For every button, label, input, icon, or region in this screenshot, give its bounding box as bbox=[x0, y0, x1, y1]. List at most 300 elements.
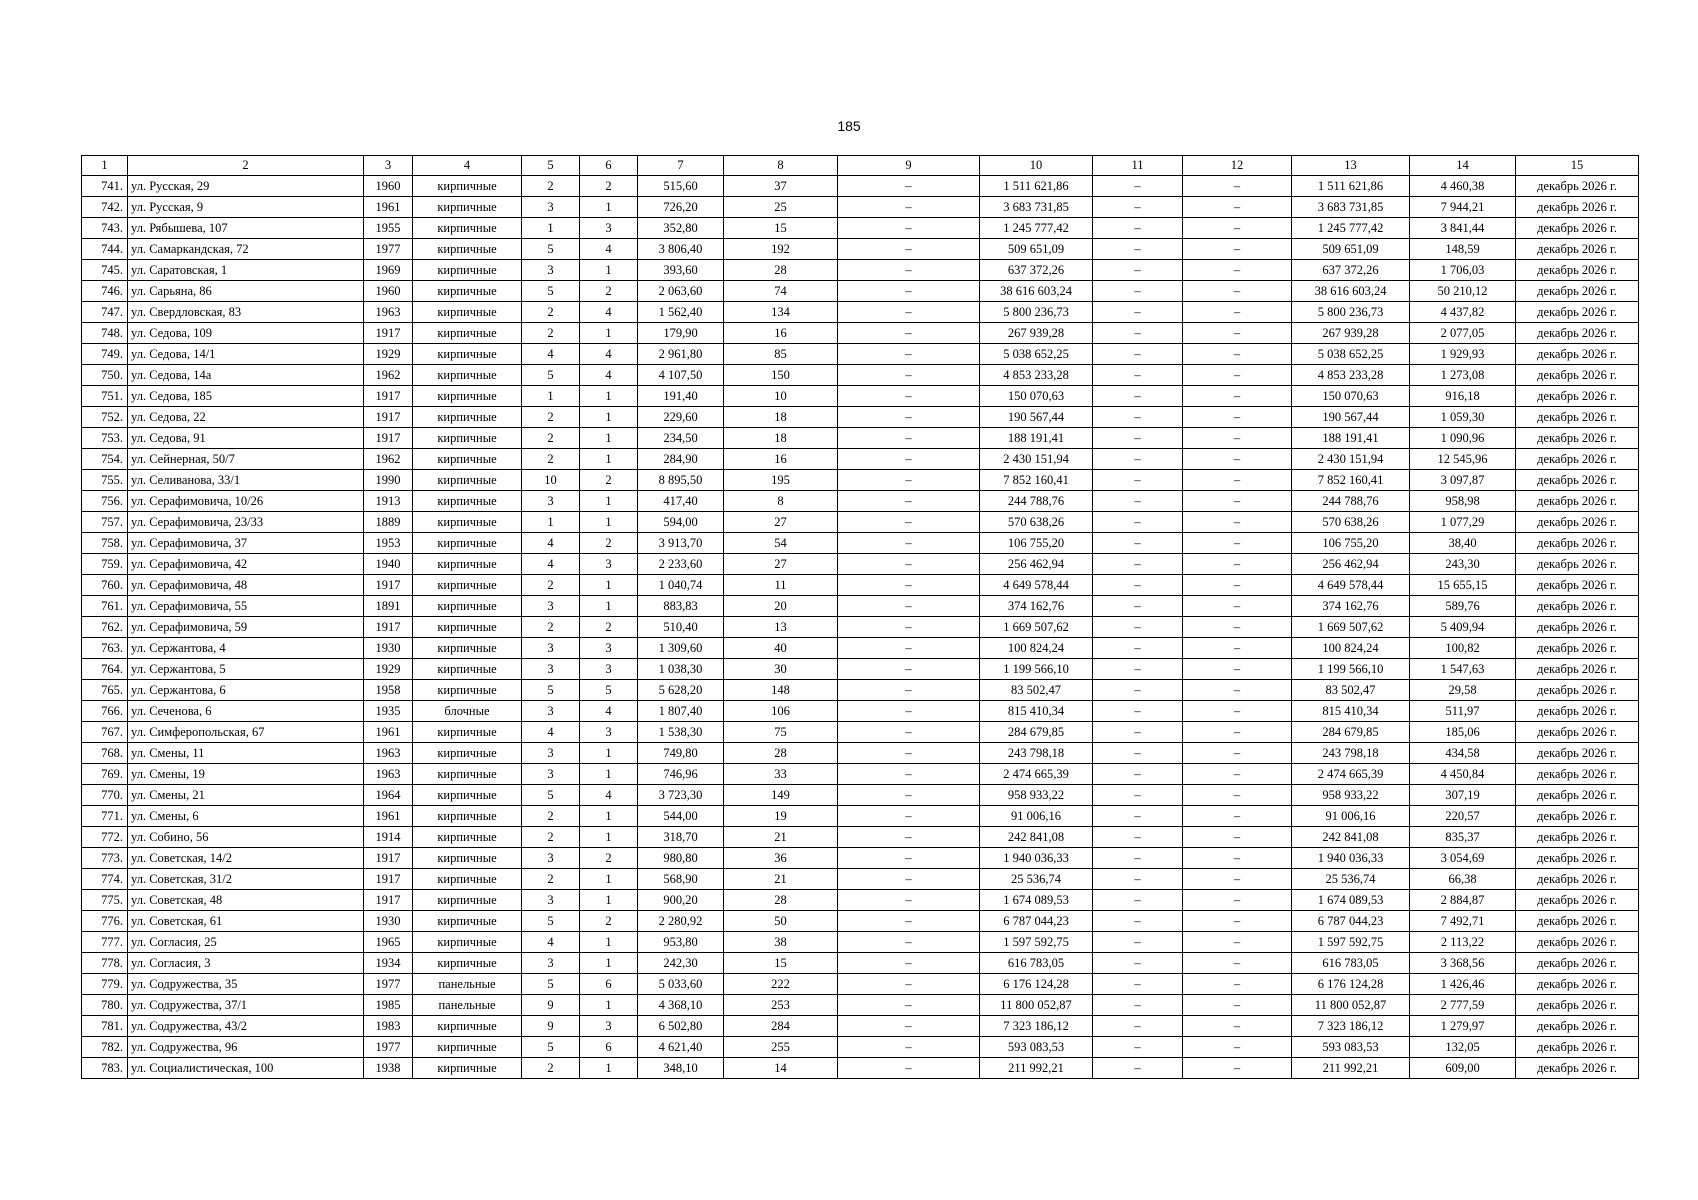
address-cell: ул. Серафимовича, 55 bbox=[128, 596, 364, 617]
row-number-cell: 768. bbox=[82, 743, 128, 764]
cost-per-unit-cell: 434,58 bbox=[1410, 743, 1516, 764]
deadline-cell: декабрь 2026 г. bbox=[1516, 260, 1639, 281]
build-year-cell: 1917 bbox=[364, 890, 413, 911]
row-number-cell: 756. bbox=[82, 491, 128, 512]
table-row bbox=[82, 659, 1639, 680]
table-row bbox=[82, 533, 1639, 554]
cost-per-unit-cell: 4 437,82 bbox=[1410, 302, 1516, 323]
residents-cell: 192 bbox=[724, 239, 838, 260]
cost-col-13-cell: 244 788,76 bbox=[1292, 491, 1410, 512]
build-year-cell: 1985 bbox=[364, 995, 413, 1016]
cost-col-9-cell: – bbox=[838, 722, 980, 743]
residents-cell: 33 bbox=[724, 764, 838, 785]
cost-col-9-cell: – bbox=[838, 785, 980, 806]
cost-col-13-cell: 958 933,22 bbox=[1292, 785, 1410, 806]
total-cost-cell: 83 502,47 bbox=[980, 680, 1093, 701]
floors-cell: 9 bbox=[522, 995, 580, 1016]
build-year-cell: 1963 bbox=[364, 743, 413, 764]
entrances-cell: 1 bbox=[580, 491, 638, 512]
area-cell: 3 723,30 bbox=[638, 785, 724, 806]
build-year-cell: 1962 bbox=[364, 449, 413, 470]
row-number-cell: 749. bbox=[82, 344, 128, 365]
floors-cell: 2 bbox=[522, 449, 580, 470]
address-cell: ул. Серафимовича, 59 bbox=[128, 617, 364, 638]
wall-material-cell: панельные bbox=[413, 974, 522, 995]
deadline-cell: декабрь 2026 г. bbox=[1516, 575, 1639, 596]
cost-col-9-cell: – bbox=[838, 470, 980, 491]
cost-col-12-cell: – bbox=[1183, 1016, 1292, 1037]
cost-col-12-cell: – bbox=[1183, 869, 1292, 890]
wall-material-cell: кирпичные bbox=[413, 533, 522, 554]
residents-cell: 134 bbox=[724, 302, 838, 323]
residents-cell: 20 bbox=[724, 596, 838, 617]
column-header: 13 bbox=[1292, 156, 1410, 176]
cost-col-11-cell: – bbox=[1093, 239, 1183, 260]
residents-cell: 16 bbox=[724, 323, 838, 344]
deadline-cell: декабрь 2026 г. bbox=[1516, 218, 1639, 239]
deadline-cell: декабрь 2026 г. bbox=[1516, 407, 1639, 428]
build-year-cell: 1917 bbox=[364, 407, 413, 428]
cost-col-9-cell: – bbox=[838, 302, 980, 323]
area-cell: 1 538,30 bbox=[638, 722, 724, 743]
deadline-cell: декабрь 2026 г. bbox=[1516, 302, 1639, 323]
row-number-cell: 777. bbox=[82, 932, 128, 953]
entrances-cell: 1 bbox=[580, 1058, 638, 1079]
address-cell: ул. Сейнерная, 50/7 bbox=[128, 449, 364, 470]
deadline-cell: декабрь 2026 г. bbox=[1516, 974, 1639, 995]
deadline-cell: декабрь 2026 г. bbox=[1516, 806, 1639, 827]
build-year-cell: 1961 bbox=[364, 806, 413, 827]
floors-cell: 3 bbox=[522, 890, 580, 911]
cost-col-11-cell: – bbox=[1093, 638, 1183, 659]
deadline-cell: декабрь 2026 г. bbox=[1516, 995, 1639, 1016]
area-cell: 234,50 bbox=[638, 428, 724, 449]
wall-material-cell: кирпичные bbox=[413, 302, 522, 323]
wall-material-cell: кирпичные bbox=[413, 848, 522, 869]
row-number-cell: 754. bbox=[82, 449, 128, 470]
residents-cell: 30 bbox=[724, 659, 838, 680]
floors-cell: 3 bbox=[522, 596, 580, 617]
cost-per-unit-cell: 1 077,29 bbox=[1410, 512, 1516, 533]
cost-col-9-cell: – bbox=[838, 743, 980, 764]
cost-col-11-cell: – bbox=[1093, 764, 1183, 785]
area-cell: 229,60 bbox=[638, 407, 724, 428]
build-year-cell: 1958 bbox=[364, 680, 413, 701]
deadline-cell: декабрь 2026 г. bbox=[1516, 554, 1639, 575]
row-number-cell: 771. bbox=[82, 806, 128, 827]
floors-cell: 2 bbox=[522, 428, 580, 449]
build-year-cell: 1930 bbox=[364, 911, 413, 932]
wall-material-cell: кирпичные bbox=[413, 449, 522, 470]
cost-col-12-cell: – bbox=[1183, 1058, 1292, 1079]
address-cell: ул. Содружества, 43/2 bbox=[128, 1016, 364, 1037]
residents-cell: 37 bbox=[724, 176, 838, 197]
build-year-cell: 1935 bbox=[364, 701, 413, 722]
residents-cell: 50 bbox=[724, 911, 838, 932]
table-row bbox=[82, 1016, 1639, 1037]
entrances-cell: 1 bbox=[580, 827, 638, 848]
wall-material-cell: кирпичные bbox=[413, 722, 522, 743]
address-cell: ул. Смены, 21 bbox=[128, 785, 364, 806]
cost-col-11-cell: – bbox=[1093, 806, 1183, 827]
floors-cell: 1 bbox=[522, 218, 580, 239]
cost-col-12-cell: – bbox=[1183, 638, 1292, 659]
cost-per-unit-cell: 66,38 bbox=[1410, 869, 1516, 890]
build-year-cell: 1929 bbox=[364, 344, 413, 365]
total-cost-cell: 815 410,34 bbox=[980, 701, 1093, 722]
column-header: 4 bbox=[413, 156, 522, 176]
cost-col-12-cell: – bbox=[1183, 617, 1292, 638]
row-number-cell: 782. bbox=[82, 1037, 128, 1058]
cost-col-12-cell: – bbox=[1183, 197, 1292, 218]
cost-col-12-cell: – bbox=[1183, 764, 1292, 785]
total-cost-cell: 6 787 044,23 bbox=[980, 911, 1093, 932]
column-header: 6 bbox=[580, 156, 638, 176]
cost-col-12-cell: – bbox=[1183, 302, 1292, 323]
deadline-cell: декабрь 2026 г. bbox=[1516, 764, 1639, 785]
wall-material-cell: кирпичные bbox=[413, 1037, 522, 1058]
area-cell: 900,20 bbox=[638, 890, 724, 911]
row-number-cell: 755. bbox=[82, 470, 128, 491]
total-cost-cell: 284 679,85 bbox=[980, 722, 1093, 743]
row-number-cell: 772. bbox=[82, 827, 128, 848]
wall-material-cell: кирпичные bbox=[413, 554, 522, 575]
table-row bbox=[82, 890, 1639, 911]
cost-col-11-cell: – bbox=[1093, 176, 1183, 197]
cost-col-9-cell: – bbox=[838, 701, 980, 722]
row-number-cell: 779. bbox=[82, 974, 128, 995]
deadline-cell: декабрь 2026 г. bbox=[1516, 911, 1639, 932]
floors-cell: 2 bbox=[522, 176, 580, 197]
row-number-cell: 769. bbox=[82, 764, 128, 785]
deadline-cell: декабрь 2026 г. bbox=[1516, 386, 1639, 407]
table-row bbox=[82, 848, 1639, 869]
wall-material-cell: кирпичные bbox=[413, 176, 522, 197]
total-cost-cell: 2 474 665,39 bbox=[980, 764, 1093, 785]
floors-cell: 3 bbox=[522, 260, 580, 281]
cost-col-12-cell: – bbox=[1183, 848, 1292, 869]
entrances-cell: 3 bbox=[580, 1016, 638, 1037]
cost-col-13-cell: 4 649 578,44 bbox=[1292, 575, 1410, 596]
row-number-cell: 751. bbox=[82, 386, 128, 407]
wall-material-cell: кирпичные bbox=[413, 323, 522, 344]
column-number-row bbox=[82, 156, 1639, 176]
cost-col-13-cell: 242 841,08 bbox=[1292, 827, 1410, 848]
cost-col-13-cell: 2 430 151,94 bbox=[1292, 449, 1410, 470]
deadline-cell: декабрь 2026 г. bbox=[1516, 743, 1639, 764]
cost-col-11-cell: – bbox=[1093, 1037, 1183, 1058]
cost-per-unit-cell: 1 426,46 bbox=[1410, 974, 1516, 995]
total-cost-cell: 374 162,76 bbox=[980, 596, 1093, 617]
column-header: 10 bbox=[980, 156, 1093, 176]
cost-col-12-cell: – bbox=[1183, 281, 1292, 302]
cost-col-12-cell: – bbox=[1183, 680, 1292, 701]
entrances-cell: 1 bbox=[580, 323, 638, 344]
deadline-cell: декабрь 2026 г. bbox=[1516, 365, 1639, 386]
build-year-cell: 1965 bbox=[364, 932, 413, 953]
cost-col-11-cell: – bbox=[1093, 554, 1183, 575]
residents-cell: 106 bbox=[724, 701, 838, 722]
cost-col-13-cell: 1 674 089,53 bbox=[1292, 890, 1410, 911]
residents-cell: 8 bbox=[724, 491, 838, 512]
cost-col-13-cell: 25 536,74 bbox=[1292, 869, 1410, 890]
entrances-cell: 3 bbox=[580, 659, 638, 680]
cost-col-11-cell: – bbox=[1093, 659, 1183, 680]
cost-col-9-cell: – bbox=[838, 596, 980, 617]
address-cell: ул. Содружества, 96 bbox=[128, 1037, 364, 1058]
table-row bbox=[82, 365, 1639, 386]
total-cost-cell: 509 651,09 bbox=[980, 239, 1093, 260]
row-number-cell: 765. bbox=[82, 680, 128, 701]
wall-material-cell: кирпичные bbox=[413, 281, 522, 302]
cost-col-11-cell: – bbox=[1093, 218, 1183, 239]
total-cost-cell: 5 038 652,25 bbox=[980, 344, 1093, 365]
wall-material-cell: кирпичные bbox=[413, 239, 522, 260]
area-cell: 318,70 bbox=[638, 827, 724, 848]
total-cost-cell: 1 199 566,10 bbox=[980, 659, 1093, 680]
table-row bbox=[82, 428, 1639, 449]
column-header: 14 bbox=[1410, 156, 1516, 176]
residents-cell: 74 bbox=[724, 281, 838, 302]
cost-per-unit-cell: 15 655,15 bbox=[1410, 575, 1516, 596]
cost-per-unit-cell: 7 492,71 bbox=[1410, 911, 1516, 932]
cost-col-12-cell: – bbox=[1183, 953, 1292, 974]
cost-col-12-cell: – bbox=[1183, 995, 1292, 1016]
cost-col-9-cell: – bbox=[838, 239, 980, 260]
cost-col-12-cell: – bbox=[1183, 743, 1292, 764]
deadline-cell: декабрь 2026 г. bbox=[1516, 449, 1639, 470]
total-cost-cell: 190 567,44 bbox=[980, 407, 1093, 428]
area-cell: 417,40 bbox=[638, 491, 724, 512]
floors-cell: 1 bbox=[522, 386, 580, 407]
total-cost-cell: 637 372,26 bbox=[980, 260, 1093, 281]
entrances-cell: 1 bbox=[580, 407, 638, 428]
address-cell: ул. Сарьяна, 86 bbox=[128, 281, 364, 302]
wall-material-cell: кирпичные bbox=[413, 953, 522, 974]
deadline-cell: декабрь 2026 г. bbox=[1516, 701, 1639, 722]
cost-col-9-cell: – bbox=[838, 827, 980, 848]
deadline-cell: декабрь 2026 г. bbox=[1516, 638, 1639, 659]
column-header: 3 bbox=[364, 156, 413, 176]
cost-col-11-cell: – bbox=[1093, 470, 1183, 491]
wall-material-cell: кирпичные bbox=[413, 596, 522, 617]
entrances-cell: 4 bbox=[580, 785, 638, 806]
cost-col-12-cell: – bbox=[1183, 533, 1292, 554]
cost-col-12-cell: – bbox=[1183, 491, 1292, 512]
cost-per-unit-cell: 132,05 bbox=[1410, 1037, 1516, 1058]
cost-col-9-cell: – bbox=[838, 197, 980, 218]
cost-col-11-cell: – bbox=[1093, 953, 1183, 974]
table-row bbox=[82, 218, 1639, 239]
row-number-cell: 761. bbox=[82, 596, 128, 617]
cost-col-11-cell: – bbox=[1093, 974, 1183, 995]
table-row bbox=[82, 953, 1639, 974]
build-year-cell: 1977 bbox=[364, 1037, 413, 1058]
row-number-cell: 770. bbox=[82, 785, 128, 806]
area-cell: 179,90 bbox=[638, 323, 724, 344]
deadline-cell: декабрь 2026 г. bbox=[1516, 281, 1639, 302]
column-header: 15 bbox=[1516, 156, 1639, 176]
address-cell: ул. Серафимовича, 42 bbox=[128, 554, 364, 575]
cost-col-9-cell: – bbox=[838, 995, 980, 1016]
build-year-cell: 1961 bbox=[364, 722, 413, 743]
cost-col-13-cell: 7 852 160,41 bbox=[1292, 470, 1410, 491]
deadline-cell: декабрь 2026 г. bbox=[1516, 470, 1639, 491]
cost-per-unit-cell: 12 545,96 bbox=[1410, 449, 1516, 470]
cost-per-unit-cell: 835,37 bbox=[1410, 827, 1516, 848]
cost-col-11-cell: – bbox=[1093, 323, 1183, 344]
total-cost-cell: 188 191,41 bbox=[980, 428, 1093, 449]
area-cell: 242,30 bbox=[638, 953, 724, 974]
wall-material-cell: кирпичные bbox=[413, 827, 522, 848]
deadline-cell: декабрь 2026 г. bbox=[1516, 176, 1639, 197]
area-cell: 726,20 bbox=[638, 197, 724, 218]
floors-cell: 9 bbox=[522, 1016, 580, 1037]
total-cost-cell: 1 245 777,42 bbox=[980, 218, 1093, 239]
row-number-cell: 762. bbox=[82, 617, 128, 638]
entrances-cell: 1 bbox=[580, 260, 638, 281]
cost-col-11-cell: – bbox=[1093, 302, 1183, 323]
cost-col-9-cell: – bbox=[838, 911, 980, 932]
deadline-cell: декабрь 2026 г. bbox=[1516, 1058, 1639, 1079]
address-cell: ул. Собино, 56 bbox=[128, 827, 364, 848]
residents-cell: 284 bbox=[724, 1016, 838, 1037]
row-number-cell: 753. bbox=[82, 428, 128, 449]
cost-col-13-cell: 1 199 566,10 bbox=[1292, 659, 1410, 680]
column-header: 9 bbox=[838, 156, 980, 176]
address-cell: ул. Сержантова, 4 bbox=[128, 638, 364, 659]
total-cost-cell: 4 853 233,28 bbox=[980, 365, 1093, 386]
cost-col-13-cell: 6 787 044,23 bbox=[1292, 911, 1410, 932]
area-cell: 8 895,50 bbox=[638, 470, 724, 491]
table-body bbox=[82, 176, 1639, 1079]
floors-cell: 3 bbox=[522, 953, 580, 974]
area-cell: 5 033,60 bbox=[638, 974, 724, 995]
address-cell: ул. Советская, 31/2 bbox=[128, 869, 364, 890]
total-cost-cell: 616 783,05 bbox=[980, 953, 1093, 974]
cost-per-unit-cell: 958,98 bbox=[1410, 491, 1516, 512]
entrances-cell: 1 bbox=[580, 806, 638, 827]
area-cell: 515,60 bbox=[638, 176, 724, 197]
address-cell: ул. Русская, 9 bbox=[128, 197, 364, 218]
deadline-cell: декабрь 2026 г. bbox=[1516, 1037, 1639, 1058]
floors-cell: 3 bbox=[522, 701, 580, 722]
cost-col-12-cell: – bbox=[1183, 470, 1292, 491]
entrances-cell: 4 bbox=[580, 365, 638, 386]
cost-per-unit-cell: 2 113,22 bbox=[1410, 932, 1516, 953]
build-year-cell: 1938 bbox=[364, 1058, 413, 1079]
floors-cell: 1 bbox=[522, 512, 580, 533]
wall-material-cell: кирпичные bbox=[413, 932, 522, 953]
residents-cell: 16 bbox=[724, 449, 838, 470]
cost-col-13-cell: 374 162,76 bbox=[1292, 596, 1410, 617]
cost-col-9-cell: – bbox=[838, 386, 980, 407]
floors-cell: 4 bbox=[522, 932, 580, 953]
wall-material-cell: кирпичные bbox=[413, 428, 522, 449]
entrances-cell: 3 bbox=[580, 218, 638, 239]
table-row bbox=[82, 344, 1639, 365]
deadline-cell: декабрь 2026 г. bbox=[1516, 533, 1639, 554]
wall-material-cell: кирпичные bbox=[413, 890, 522, 911]
table-row bbox=[82, 722, 1639, 743]
row-number-cell: 776. bbox=[82, 911, 128, 932]
floors-cell: 2 bbox=[522, 323, 580, 344]
residents-cell: 40 bbox=[724, 638, 838, 659]
table-row bbox=[82, 197, 1639, 218]
floors-cell: 4 bbox=[522, 722, 580, 743]
build-year-cell: 1953 bbox=[364, 533, 413, 554]
cost-per-unit-cell: 5 409,94 bbox=[1410, 617, 1516, 638]
area-cell: 348,10 bbox=[638, 1058, 724, 1079]
build-year-cell: 1940 bbox=[364, 554, 413, 575]
address-cell: ул. Согласия, 3 bbox=[128, 953, 364, 974]
deadline-cell: декабрь 2026 г. bbox=[1516, 890, 1639, 911]
total-cost-cell: 243 798,18 bbox=[980, 743, 1093, 764]
address-cell: ул. Советская, 14/2 bbox=[128, 848, 364, 869]
table-row bbox=[82, 785, 1639, 806]
address-cell: ул. Самаркандская, 72 bbox=[128, 239, 364, 260]
entrances-cell: 3 bbox=[580, 554, 638, 575]
cost-col-9-cell: – bbox=[838, 869, 980, 890]
residents-cell: 28 bbox=[724, 260, 838, 281]
floors-cell: 4 bbox=[522, 554, 580, 575]
deadline-cell: декабрь 2026 г. bbox=[1516, 197, 1639, 218]
table-row bbox=[82, 911, 1639, 932]
cost-col-12-cell: – bbox=[1183, 428, 1292, 449]
address-cell: ул. Серафимовича, 37 bbox=[128, 533, 364, 554]
cost-per-unit-cell: 1 706,03 bbox=[1410, 260, 1516, 281]
cost-col-12-cell: – bbox=[1183, 554, 1292, 575]
entrances-cell: 2 bbox=[580, 617, 638, 638]
cost-col-11-cell: – bbox=[1093, 197, 1183, 218]
cost-col-9-cell: – bbox=[838, 449, 980, 470]
entrances-cell: 1 bbox=[580, 869, 638, 890]
cost-col-11-cell: – bbox=[1093, 512, 1183, 533]
row-number-cell: 742. bbox=[82, 197, 128, 218]
total-cost-cell: 570 638,26 bbox=[980, 512, 1093, 533]
wall-material-cell: блочные bbox=[413, 701, 522, 722]
build-year-cell: 1930 bbox=[364, 638, 413, 659]
cost-col-12-cell: – bbox=[1183, 218, 1292, 239]
area-cell: 2 233,60 bbox=[638, 554, 724, 575]
cost-col-12-cell: – bbox=[1183, 260, 1292, 281]
area-cell: 4 368,10 bbox=[638, 995, 724, 1016]
column-header: 1 bbox=[82, 156, 128, 176]
cost-col-12-cell: – bbox=[1183, 512, 1292, 533]
column-header: 8 bbox=[724, 156, 838, 176]
residents-cell: 195 bbox=[724, 470, 838, 491]
entrances-cell: 4 bbox=[580, 239, 638, 260]
residents-cell: 13 bbox=[724, 617, 838, 638]
total-cost-cell: 11 800 052,87 bbox=[980, 995, 1093, 1016]
cost-col-11-cell: – bbox=[1093, 365, 1183, 386]
area-cell: 568,90 bbox=[638, 869, 724, 890]
address-cell: ул. Седова, 91 bbox=[128, 428, 364, 449]
residents-cell: 15 bbox=[724, 218, 838, 239]
deadline-cell: декабрь 2026 г. bbox=[1516, 785, 1639, 806]
wall-material-cell: кирпичные bbox=[413, 218, 522, 239]
cost-col-11-cell: – bbox=[1093, 407, 1183, 428]
total-cost-cell: 5 800 236,73 bbox=[980, 302, 1093, 323]
wall-material-cell: кирпичные bbox=[413, 617, 522, 638]
cost-col-12-cell: – bbox=[1183, 827, 1292, 848]
table-row bbox=[82, 470, 1639, 491]
table-row bbox=[82, 638, 1639, 659]
row-number-cell: 741. bbox=[82, 176, 128, 197]
address-cell: ул. Сержантова, 5 bbox=[128, 659, 364, 680]
total-cost-cell: 1 940 036,33 bbox=[980, 848, 1093, 869]
entrances-cell: 1 bbox=[580, 932, 638, 953]
